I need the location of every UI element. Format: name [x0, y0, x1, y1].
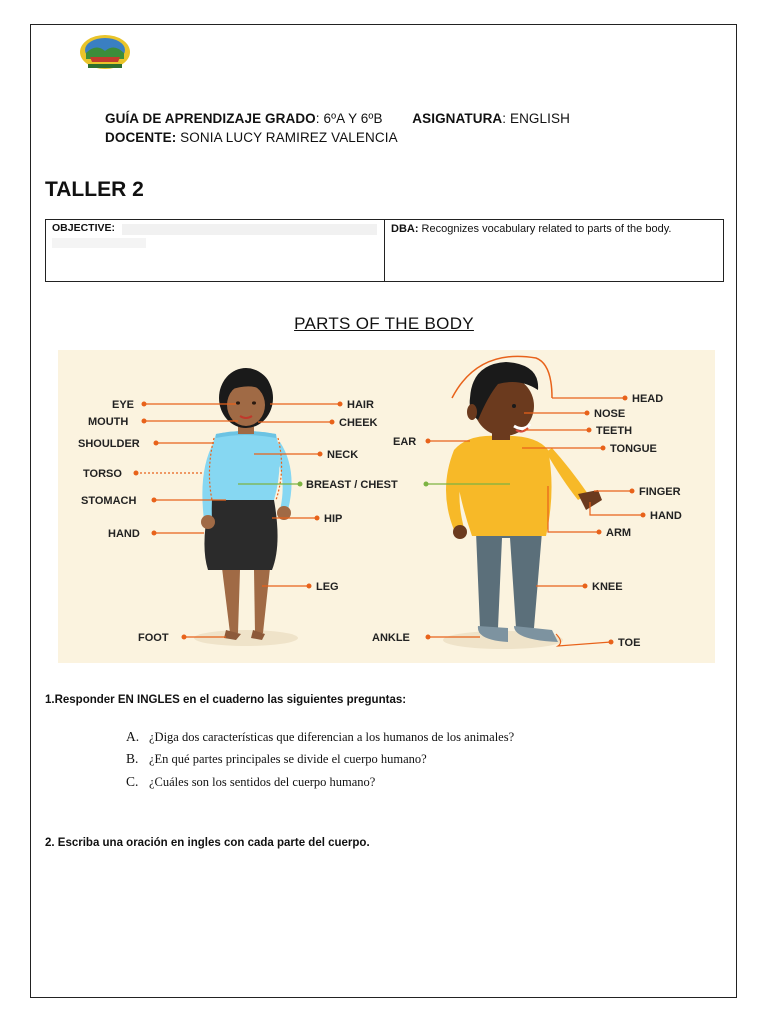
label-finger-text: FINGER	[639, 486, 681, 498]
question-item	[126, 751, 427, 767]
label-torso-text: TORSO	[83, 468, 122, 480]
guia-label: GUÍA DE APRENDIZAJE GRADO	[105, 111, 316, 126]
label-hip-text: HIP	[324, 513, 343, 525]
label-head-text: HEAD	[632, 393, 664, 405]
question-2-title: 2. Escriba una oración en ingles con cada parte del cuerpo.	[45, 837, 370, 849]
dba-cell	[385, 220, 723, 281]
dba-label: DBA:	[391, 223, 419, 235]
question-letter: B.	[126, 751, 139, 766]
label-eye-text: EYE	[112, 399, 135, 411]
objective-cell	[46, 220, 385, 281]
docente-label: DOCENTE:	[105, 130, 177, 145]
section-title: PARTS OF THE BODY	[294, 314, 474, 333]
woman-shadow	[194, 630, 298, 646]
question-text: ¿Cuáles son los sentidos del cuerpo humano?	[149, 775, 376, 789]
label-hair-text: HAIR	[347, 399, 374, 411]
label-neck-text: NECK	[327, 449, 359, 461]
label-hand-right-text: HAND	[650, 510, 682, 522]
label-foot-text: FOOT	[138, 632, 169, 644]
asignatura-value: : ENGLISH	[502, 111, 570, 126]
label-shoulder-text: SHOULDER	[78, 438, 140, 450]
dba-text: Recognizes vocabulary related to parts of the body.	[418, 223, 672, 235]
header-line-1	[105, 111, 570, 126]
label-ankle-text: ANKLE	[372, 632, 410, 644]
question-text: ¿En qué partes principales se divide el cuerpo humano?	[149, 752, 427, 766]
label-ear-text: EAR	[393, 436, 417, 448]
illustration-background	[58, 350, 715, 663]
question-1-title: 1.Responder EN INGLES en el cuaderno las siguientes preguntas:	[45, 694, 407, 706]
label-stomach-text: STOMACH	[81, 495, 137, 507]
label-cheek-text: CHEEK	[339, 417, 378, 429]
taller-title: TALLER 2	[45, 178, 144, 201]
label-hand-left-text: HAND	[108, 528, 140, 540]
question-letter: A.	[126, 729, 140, 744]
school-crest-logo	[78, 33, 132, 71]
objective-redacted-line	[122, 224, 377, 235]
grado-value: : 6ºA Y 6ºB	[315, 111, 383, 126]
header-line-2	[105, 130, 398, 145]
label-toe-text: TOE	[618, 637, 641, 649]
asignatura-label: ASIGNATURA	[412, 111, 503, 126]
objective-label: OBJECTIVE:	[52, 222, 116, 234]
label-breast-chest-text: BREAST / CHEST	[306, 479, 398, 491]
label-tongue-text: TONGUE	[610, 443, 657, 455]
question-item	[126, 774, 375, 790]
label-arm-text: ARM	[606, 527, 632, 539]
docente-value: SONIA LUCY RAMIREZ VALENCIA	[176, 130, 398, 145]
objective-dba-table	[45, 219, 724, 282]
question-text: ¿Diga dos características que diferencian a los humanos de los animales?	[149, 730, 515, 744]
label-nose-text: NOSE	[594, 408, 626, 420]
label-leg-text: LEG	[316, 581, 339, 593]
label-mouth-text: MOUTH	[88, 416, 129, 428]
parts-of-body-illustration	[58, 350, 715, 663]
label-knee-text: KNEE	[592, 581, 623, 593]
question-item	[126, 729, 514, 745]
question-letter: C.	[126, 774, 139, 789]
label-teeth-text: TEETH	[596, 425, 633, 437]
objective-redacted-line	[52, 238, 146, 248]
